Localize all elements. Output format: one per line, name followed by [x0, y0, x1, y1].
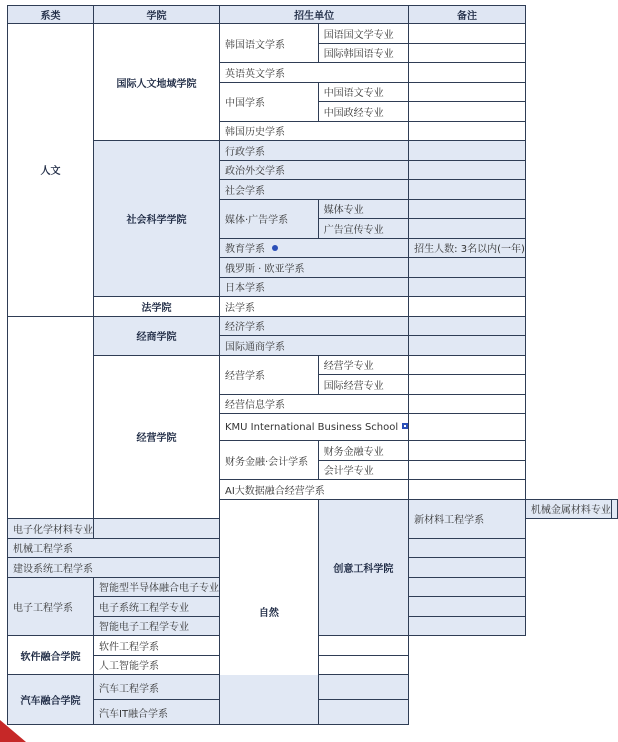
dept-cell: AI大数据融合经营学系 [220, 480, 409, 500]
remark-cell [409, 141, 526, 161]
college-law: 法学院 [94, 297, 220, 317]
remark-cell [318, 700, 408, 725]
remark-cell [409, 480, 526, 500]
dept-cell: 英语英文学系 [220, 63, 409, 83]
dept-cell: 财务金融·会计学系 [220, 441, 319, 480]
dept-cell-education [220, 238, 409, 258]
dept-cell: 行政学系 [220, 141, 409, 161]
category-humanities: 人文 [8, 24, 94, 317]
dept-cell: 电子工程学系 [8, 577, 94, 636]
remark-cell [409, 558, 526, 578]
table-row [8, 141, 618, 161]
remark-cell [409, 460, 526, 480]
table-row [8, 355, 618, 375]
major-cell: 会计学专业 [318, 460, 408, 480]
remark-cell [409, 414, 526, 441]
remark-cell [409, 43, 526, 63]
dept-cell: 日本学系 [220, 277, 409, 297]
dept-cell: 中国学系 [220, 82, 319, 121]
major-cell: 国语国文学专业 [318, 24, 408, 44]
remark-cell [409, 538, 526, 558]
remark-cell [409, 258, 526, 278]
remark-cell [409, 375, 526, 395]
college-intl-humanities: 国际人文地域学院 [94, 24, 220, 141]
college-social-science: 社会科学学院 [94, 141, 220, 297]
remark-cell [409, 219, 526, 239]
remark-cell [611, 499, 617, 519]
remark-cell [318, 675, 408, 700]
dept-label: KMU International Business School [225, 421, 399, 433]
major-cell: 中国语文专业 [318, 82, 408, 102]
remark-cell [409, 355, 526, 375]
remark-cell [318, 655, 408, 675]
remark-cell [409, 336, 526, 356]
major-cell: 电子化学材料专业 [8, 519, 94, 539]
major-cell: 电子系统工程学专业 [94, 597, 220, 617]
table-header-row [8, 6, 618, 24]
table-row [8, 675, 618, 700]
corner-decoration [0, 720, 26, 742]
remark-cell [409, 160, 526, 180]
category-humanities-cont [8, 316, 94, 519]
header-category: 系类 [8, 6, 94, 24]
major-cell: 经营学专业 [318, 355, 408, 375]
major-cell: 国际韩国语专业 [318, 43, 408, 63]
dept-cell: 建设系统工程学系 [8, 558, 220, 578]
table-row [8, 636, 618, 656]
dept-cell: 汽车IT融合学系 [94, 700, 319, 725]
dept-cell: 媒体·广告学系 [220, 199, 319, 238]
college-automotive: 汽车融合学院 [8, 675, 94, 725]
dept-cell: 经营信息学系 [220, 394, 409, 414]
remark-cell [409, 63, 526, 83]
remark-cell [409, 297, 526, 317]
remark-cell: 招生人数: 3名以内(一年) [409, 238, 526, 258]
dept-cell: 经营学系 [220, 355, 319, 394]
admission-units-table [7, 5, 618, 725]
major-cell: 智能型半导体融合电子专业 [94, 577, 220, 597]
remark-cell [318, 636, 408, 656]
dept-cell: 国际通商学系 [220, 336, 409, 356]
dept-cell: 经济学系 [220, 316, 409, 336]
remark-cell [409, 102, 526, 122]
dot-marker-icon [272, 245, 278, 251]
remark-cell [409, 441, 526, 461]
major-cell: 机械金属材料专业 [525, 499, 611, 519]
dept-cell: 韩国历史学系 [220, 121, 409, 141]
major-cell: 财务金融专业 [318, 441, 408, 461]
table-row [8, 655, 618, 675]
dept-cell: 软件工程学系 [94, 636, 319, 656]
college-business: 经营学院 [94, 355, 220, 519]
table-row [8, 297, 618, 317]
college-creative-eng: 创意工科学院 [318, 499, 408, 636]
table-row [8, 316, 618, 336]
square-marker-icon [402, 423, 408, 429]
dept-cell: 法学系 [220, 297, 409, 317]
dept-cell: 汽车工程学系 [94, 675, 319, 700]
table-row [8, 24, 618, 44]
remark-cell [409, 199, 526, 219]
dept-cell: 韩国语文学系 [220, 24, 319, 63]
college-software: 软件融合学院 [8, 636, 94, 675]
dept-cell: 社会学系 [220, 180, 409, 200]
remark-cell [409, 577, 526, 597]
dept-label: 教育学系 [225, 244, 265, 256]
major-cell: 媒体专业 [318, 199, 408, 219]
table-row [8, 700, 618, 725]
remark-cell [409, 277, 526, 297]
major-cell: 中国政经专业 [318, 102, 408, 122]
remark-cell [409, 316, 526, 336]
dept-cell-kmu [220, 414, 409, 441]
remark-cell [94, 519, 220, 539]
remark-cell [409, 616, 526, 636]
remark-cell [409, 82, 526, 102]
major-cell: 国际经营专业 [318, 375, 408, 395]
remark-cell [409, 394, 526, 414]
remark-cell [409, 121, 526, 141]
dept-cell: 人工智能学系 [94, 655, 319, 675]
college-econ-commerce: 经商学院 [94, 316, 220, 355]
major-cell: 智能电子工程学专业 [94, 616, 220, 636]
major-cell: 广告宣传专业 [318, 219, 408, 239]
remark-cell [409, 24, 526, 44]
dept-cell: 政治外交学系 [220, 160, 409, 180]
remark-cell [409, 180, 526, 200]
dept-cell: 机械工程学系 [8, 538, 220, 558]
header-unit: 招生单位 [220, 6, 409, 24]
header-college: 学院 [94, 6, 220, 24]
header-remark: 备注 [409, 6, 526, 24]
remark-cell [409, 597, 526, 617]
dept-cell: 俄罗斯 · 欧亚学系 [220, 258, 409, 278]
dept-cell: 新材料工程学系 [409, 499, 526, 538]
category-nature: 自然 [220, 499, 319, 725]
